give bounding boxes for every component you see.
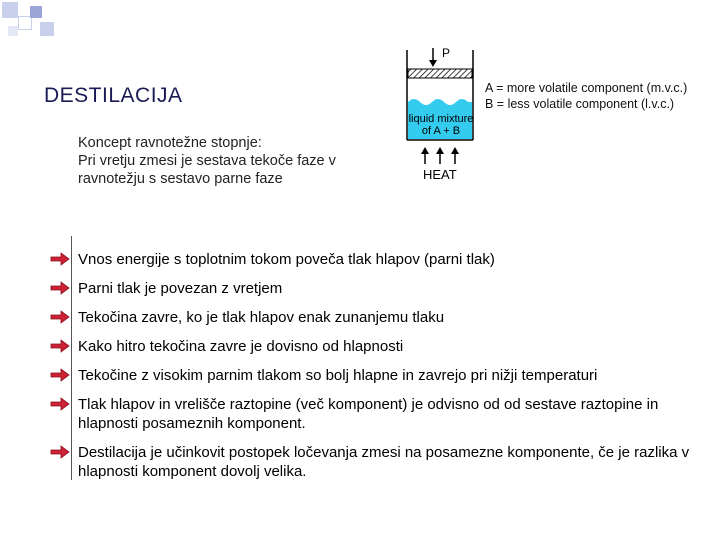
bullet-text: Vnos energije s toplotnim tokom poveča tlak hlapov (parni tlak) [78,251,495,268]
slide-title: DESTILACIJA [44,84,183,107]
legend-b: B = less volatile component (l.v.c.) [485,97,675,111]
bullet-text: Tekočina zavre, ko je tlak hlapov enak zunanjemu tlaku [78,309,445,326]
list-item [50,308,690,327]
heat-arrows-icon [421,147,459,164]
liquid-label-line: liquid mixture [408,113,474,125]
legend-a: A = more volatile component (m.v.c.) [485,81,688,95]
bullet-list [50,250,690,481]
red-arrow-icon [50,339,70,353]
liquid-label [408,113,474,137]
list-item [50,366,690,385]
list-item [50,337,690,356]
heat-label: HEAT [423,167,457,182]
piston [408,69,472,78]
bullet-text: Parni tlak je povezan z vretjem [78,280,283,297]
concept-text [78,134,388,188]
red-arrow-icon [50,368,70,382]
list-item [50,279,690,298]
list-item [50,443,690,481]
red-arrow-icon [50,310,70,324]
bullet-text: Destilacija je učinkovit postopek ločevanja zmesi na posamezne komponente, če je razlika v hlapnosti komponent dovolj velika. [78,444,690,480]
liquid-label-line: of A + B [421,125,461,137]
red-arrow-icon [50,445,70,459]
corner-decoration [0,0,60,50]
red-arrow-icon [50,397,70,411]
concept-line: ravnotežju s sestavo parne faze [78,171,283,187]
bullet-text: Kako hitro tekočina zavre je dovisno od hlapnosti [78,338,404,355]
concept-line: Pri vretju zmesi je sestava tekoče faze v [78,153,336,169]
red-arrow-icon [50,281,70,295]
list-item [50,395,690,433]
bullet-text: Tlak hlapov in vrelišče raztopine (več komponent) je odvisno od od sestave raztopine in hlapnosti posameznih komponent. [78,396,659,432]
list-item [50,250,690,269]
concept-line: Koncept ravnotežne stopnje: [78,135,262,151]
red-arrow-icon [50,252,70,266]
component-legend [485,80,687,112]
pressure-label: P [442,46,451,60]
bullet-text: Tekočine z visokim parnim tlakom so bolj hlapne in zavrejo pri nižji temperaturi [78,367,598,384]
